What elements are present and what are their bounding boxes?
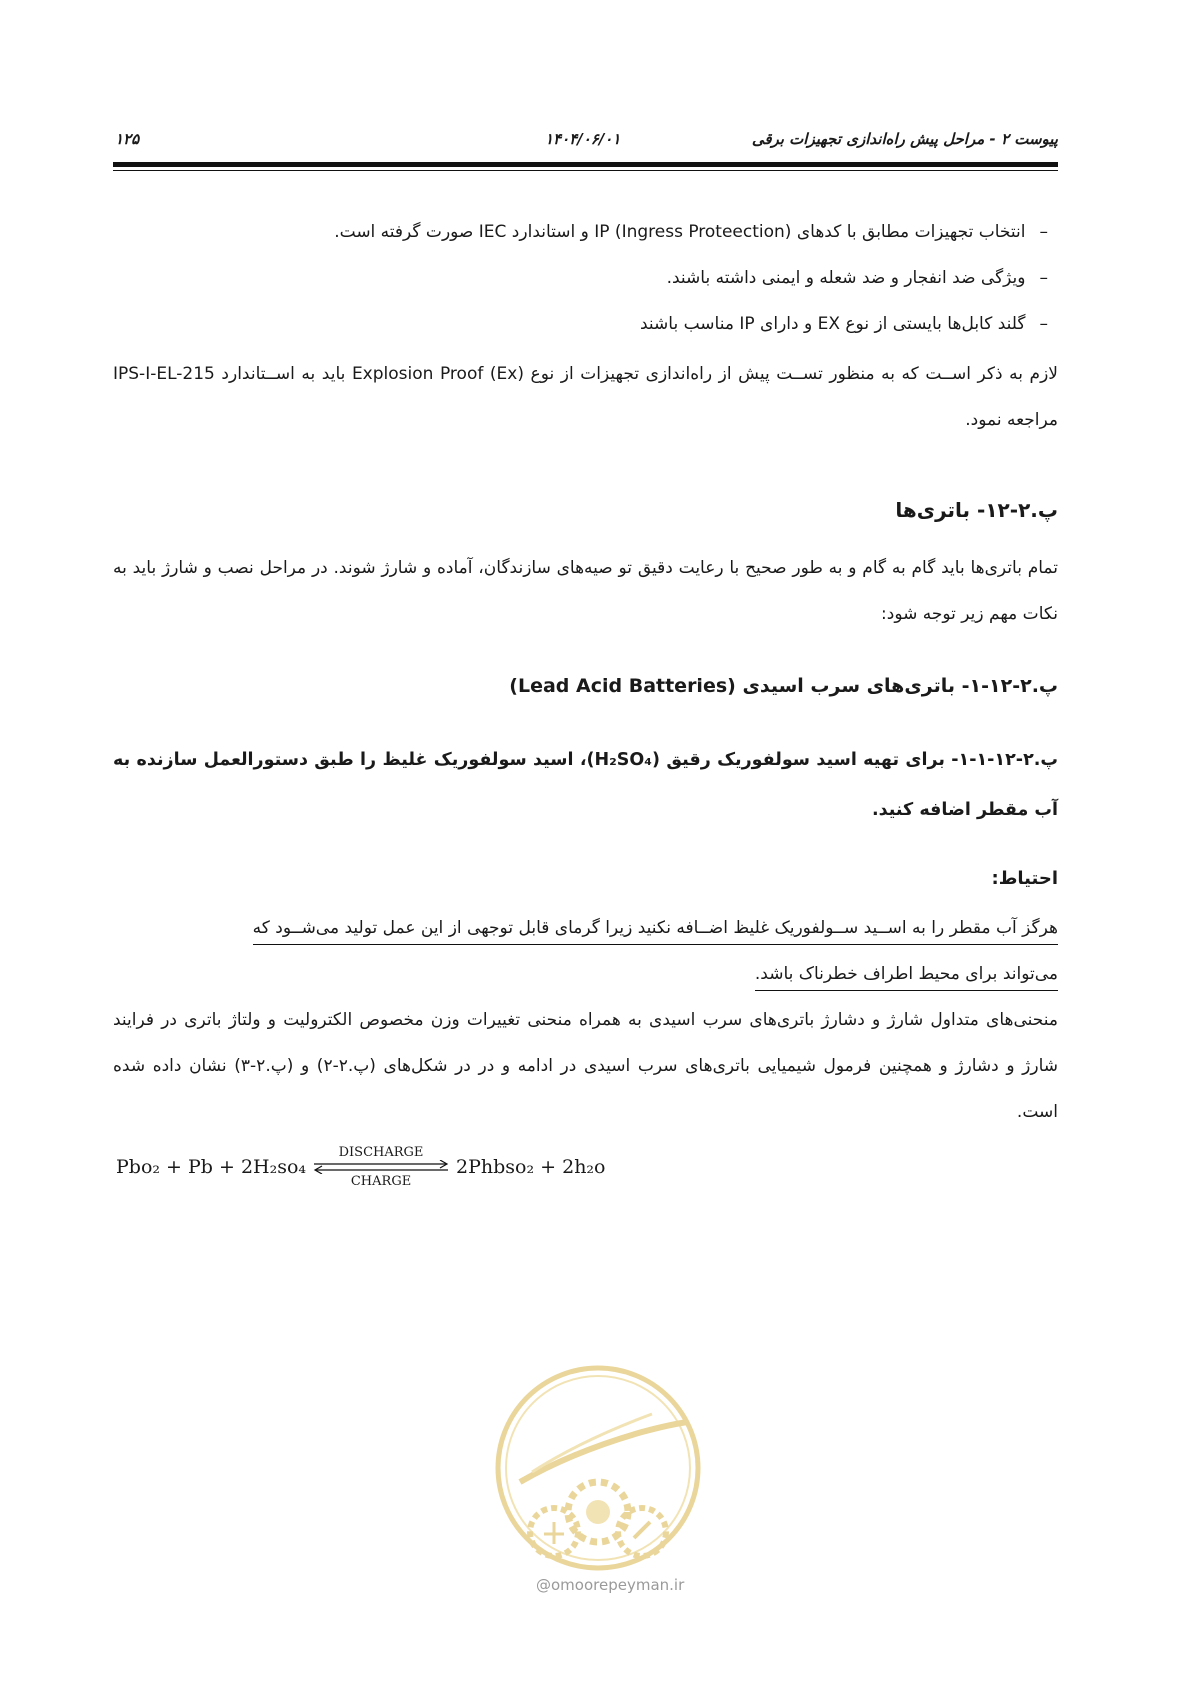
chemical-formula [116, 1142, 606, 1192]
watermark-site-text [536, 1576, 684, 1594]
header-rule-thick [113, 162, 1058, 167]
bullet-text: انتخاب تجهیزات مطابق با کدهای IP (Ingress Proteection) و استاندارد IEC صورت گرفته است. [334, 222, 1026, 242]
bullet-item [640, 314, 1048, 334]
page-number: ۱۲۵ [115, 130, 140, 148]
curves-paragraph: منحنی‌های متداول شارژ و دشارژ باتری‌های سرب اسیدی به همراه منحنی تغییرات وزن مخصوص الکترولیت و ولتاژ باتری در فرایند شارژ و دشارژ و همچنین فرمول شیمیایی باتری‌های سرب اسیدی در ادامه و در در شکل‌های (پ.۲-۲) و (پ.۲-۳) نشان داده شده است. [113, 1010, 1059, 1122]
caution-text [113, 905, 1058, 997]
watermark-at-icon: @ [536, 1576, 551, 1594]
section-paragraph: تمام باتری‌ها باید گام به گام و به طور صحیح با رعایت دقیق تو صیه‌های سازندگان، آماده و شارژ شوند. در مراحل نصب و شارژ باید به نکات مهم زیر توجه شود: [113, 558, 1058, 624]
caution-line-2 [113, 951, 1058, 997]
discharge-label: DISCHARGE [338, 1145, 424, 1160]
bullet-item [667, 268, 1048, 288]
formula-products: 2Phbso₂ + 2h₂o [456, 1156, 606, 1178]
header-title: پیوست ۲ - مراحل پیش راه‌اندازی تجهیزات برقی [751, 130, 1058, 148]
caution-label: احتیاط: [991, 868, 1058, 889]
reaction-arrow [312, 1145, 450, 1189]
section-heading: پ.۲-۱۲- باتری‌ها [895, 498, 1058, 522]
bullet-item [334, 222, 1048, 242]
header-date: ۱۴۰۴/۰۶/۰۱ [545, 130, 621, 148]
dash-bullet-icon: – [1039, 268, 1048, 288]
caution-line-2-text: می‌تواند برای محیط اطراف خطرناک باشد. [755, 964, 1058, 991]
header-rule-thin [113, 170, 1058, 171]
subsection-heading: پ.۲-۱۲-۱- باتری‌های سرب اسیدی (Lead Acid Batteries) [509, 675, 1058, 697]
formula-reactants: Pbo₂ + Pb + 2H₂so₄ [116, 1156, 307, 1178]
bullet-text: ویژگی ضد انفجار و ضد شعله و ایمنی داشته باشند. [666, 268, 1026, 288]
charge-label: CHARGE [350, 1174, 412, 1189]
dash-bullet-icon: – [1039, 222, 1048, 242]
watermark-logo-icon [492, 1362, 704, 1574]
caution-line-1 [113, 905, 1058, 951]
bullet-text: گلند کابل‌ها بایستی از نوع EX و دارای IP مناسب باشند [640, 314, 1026, 334]
dash-bullet-icon: – [1039, 314, 1048, 334]
watermark-site: omoorepeyman.ir [551, 1576, 685, 1594]
page-header [113, 130, 1058, 158]
double-arrow-icon [312, 1160, 450, 1174]
subsubsection-paragraph: پ.۲-۱۲-۱-۱- برای تهیه اسید سولفوریک رقیق (H₂SO₄)، اسید سولفوریک غلیظ را طبق دستورالعمل سازنده به آب مقطر اضافه کنید. [113, 750, 1058, 820]
caution-line-1-text: هرگز آب مقطر را به اســید ســولفوریک غلیظ اضــافه نکنید زیرا گرمای قابل توجهی از این عمل تولید می‌شــود که [253, 918, 1058, 945]
note-paragraph: لازم به ذکر اســت که به منظور تســت پیش از راه‌اندازی تجهیزات از نوع Explosion Proof (Ex) باید به اســتاندارد IPS-I-EL-215 مراجعه نمود. [113, 364, 1058, 430]
